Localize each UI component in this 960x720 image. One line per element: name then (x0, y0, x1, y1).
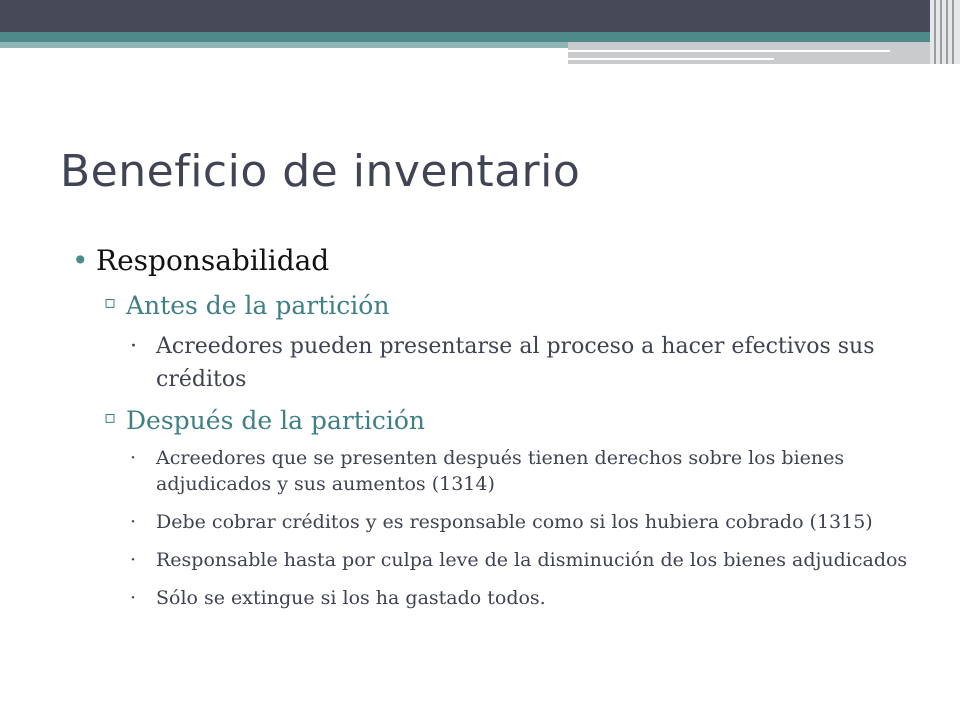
square-bullet-icon: ▫ (104, 407, 117, 428)
header-gray-bar (568, 42, 960, 64)
bullet-level3 (128, 330, 912, 396)
bullet-text: Debe cobrar créditos y es responsable como si los hubiera cobrado (1315) (156, 511, 873, 533)
dot-bullet-icon: · (130, 587, 137, 609)
dot-bullet-icon: · (130, 447, 137, 469)
bullet-text: Antes de la partición (126, 291, 390, 320)
bullet-level1 (72, 244, 912, 277)
bullet-text: Responsable hasta por culpa leve de la disminución de los bienes adjudicados (156, 549, 908, 571)
bullet-dot-icon: • (72, 244, 89, 277)
bullet-text: Después de la partición (126, 406, 425, 435)
dot-bullet-icon: · (130, 549, 137, 571)
slide-content (72, 244, 912, 623)
bullet-level2 (104, 406, 912, 435)
dot-bullet-icon: · (130, 511, 137, 533)
bullet-level3 (128, 445, 912, 497)
bullet-text: Sólo se extingue si los ha gastado todos. (156, 587, 546, 609)
slide-title: Beneficio de inventario (60, 146, 581, 197)
header-dark-bar (0, 0, 960, 32)
square-bullet-icon: ▫ (104, 292, 117, 313)
bullet-level2 (104, 291, 912, 320)
header-white-line (568, 58, 774, 60)
bullet-text: Responsabilidad (96, 244, 330, 277)
bullet-level3 (128, 547, 912, 573)
header-teal-bar (0, 32, 960, 42)
bullet-level3 (128, 585, 912, 611)
header-white-line (568, 50, 890, 52)
bullet-text: Acreedores que se presenten después tienen derechos sobre los bienes adjudicados y sus aumentos (1314) (156, 447, 845, 495)
bullet-level3 (128, 509, 912, 535)
header-right-stripes (930, 0, 960, 64)
bullet-text: Acreedores pueden presentarse al proceso a hacer efectivos sus créditos (156, 334, 875, 392)
header-light-teal-bar (0, 42, 568, 48)
dot-bullet-icon: · (130, 334, 137, 359)
